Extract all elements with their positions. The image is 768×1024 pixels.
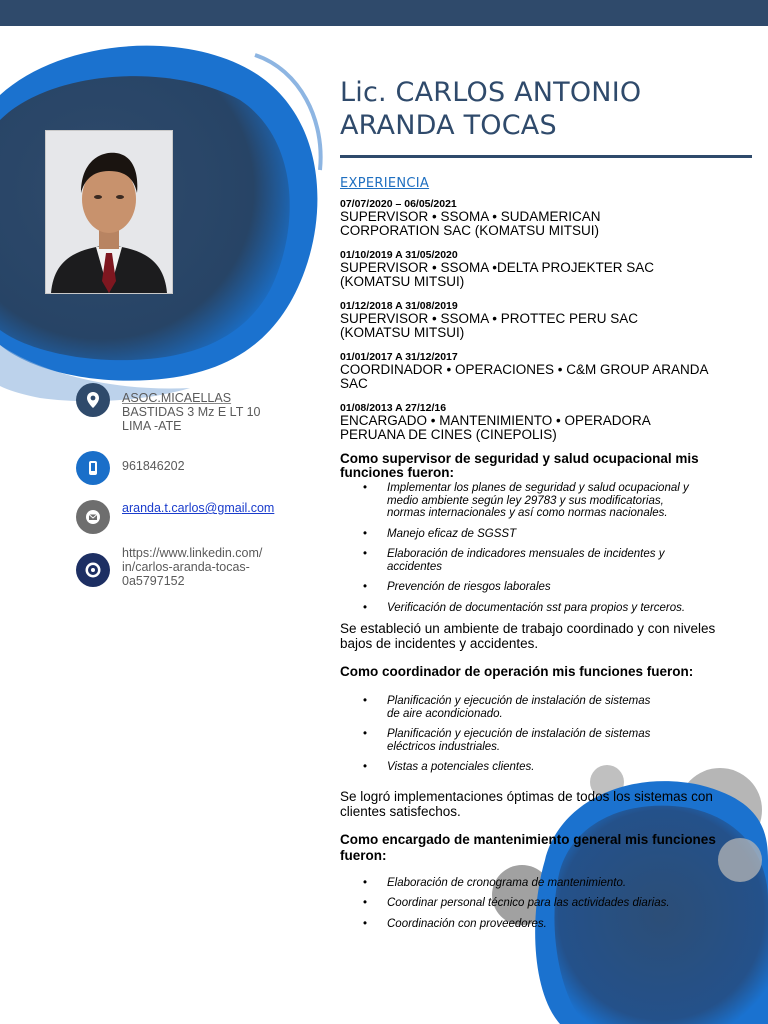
list-item: • Vistas a potenciales clientes.	[340, 761, 740, 774]
coordinator-functions-list	[340, 695, 740, 774]
supervisor-result: Se estableció un ambiente de trabajo coordinado y con niveles bajos de incidentes y accidentes.	[340, 621, 716, 651]
job-entry	[340, 351, 740, 391]
job-title: SUPERVISOR • SSOMA • PROTTEC PERU SAC (KOMATSU MITSUI)	[340, 311, 639, 340]
job-entry	[340, 249, 740, 289]
list-item: • Planificación y ejecución de instalación de sistemas de aire acondicionado.	[340, 695, 740, 720]
job-date: 01/01/2017 A 31/12/2017	[340, 351, 458, 363]
job-title: SUPERVISOR • SSOMA •DELTA PROJEKTER SAC (KOMATSU MITSUI)	[340, 260, 655, 289]
profile-photo	[45, 130, 173, 294]
job-date: 01/10/2019 A 31/05/2020	[340, 249, 458, 261]
email-icon	[76, 500, 110, 534]
linkedin-url[interactable]: https://www.linkedin.com/ in/carlos-aranda-tocas- 0a5797152	[122, 546, 263, 588]
job-date: 01/12/2018 A 31/08/2019	[340, 300, 458, 312]
job-title: SUPERVISOR • SSOMA • SUDAMERICAN CORPORATION SAC (KOMATSU MITSUI)	[340, 209, 601, 238]
list-item: • Prevención de riesgos laborales	[340, 581, 740, 594]
list-item: • Verificación de documentación sst para propios y terceros.	[340, 602, 740, 615]
address-text: ASOC.MICAELLAS	[122, 391, 232, 405]
supervisor-functions-heading: Como supervisor de seguridad y salud ocupacional mis funciones fueron:	[340, 451, 699, 480]
linkedin-icon	[76, 553, 110, 587]
phone-icon	[76, 451, 110, 485]
list-item: • Manejo eficaz de SGSST	[340, 528, 740, 541]
coordinator-functions-heading: Como coordinador de operación mis funciones fueron:	[340, 664, 694, 679]
coordinator-result: Se logró implementaciones óptimas de todos los sistemas con clientes satisfechos.	[340, 788, 713, 819]
job-date: 07/07/2020 – 06/05/2021	[340, 198, 457, 210]
address-text-rest: BASTIDAS 3 Mz E LT 10 LIMA -ATE	[122, 405, 261, 433]
candidate-name: Lic. CARLOS ANTONIO ARANDA TOCAS	[340, 77, 642, 141]
list-item: • Coordinación con proveedores.	[340, 918, 740, 931]
list-item: • Elaboración de cronograma de mantenimiento.	[340, 877, 740, 890]
job-title: COORDINADOR • OPERACIONES • C&M GROUP ARANDA SAC	[340, 362, 709, 391]
list-item: • Coordinar personal técnico para las actividades diarias.	[340, 897, 740, 910]
phone-number: 961846202	[122, 459, 185, 473]
maintenance-functions-list	[340, 877, 740, 931]
job-title: ENCARGADO • MANTENIMIENTO • OPERADORA PERUANA DE CINES (CINEPOLIS)	[340, 413, 651, 442]
job-entry	[340, 300, 740, 340]
experience-content	[340, 198, 740, 938]
list-item: • Planificación y ejecución de instalación de sistemas eléctricos industriales.	[340, 728, 740, 753]
job-entry	[340, 402, 740, 442]
job-entry	[340, 198, 740, 238]
email-link[interactable]: aranda.t.carlos@gmail.com	[122, 501, 275, 515]
job-date: 01/08/2013 A 27/12/16	[340, 402, 447, 414]
location-pin-icon	[76, 383, 110, 417]
maintenance-functions-heading: Como encargado de mantenimiento general mis funciones fueron:	[340, 831, 716, 863]
list-item: • Implementar los planes de seguridad y salud ocupacional y medio ambiente según ley 29783 y sus modificatorias, normas internacionales y así como normas nacionales.	[340, 482, 740, 520]
experience-section-title: EXPERIENCIA	[340, 176, 430, 191]
name-divider	[340, 155, 752, 158]
list-item: • Elaboración de indicadores mensuales de incidentes y accidentes	[340, 548, 740, 573]
supervisor-functions-list	[340, 482, 740, 614]
